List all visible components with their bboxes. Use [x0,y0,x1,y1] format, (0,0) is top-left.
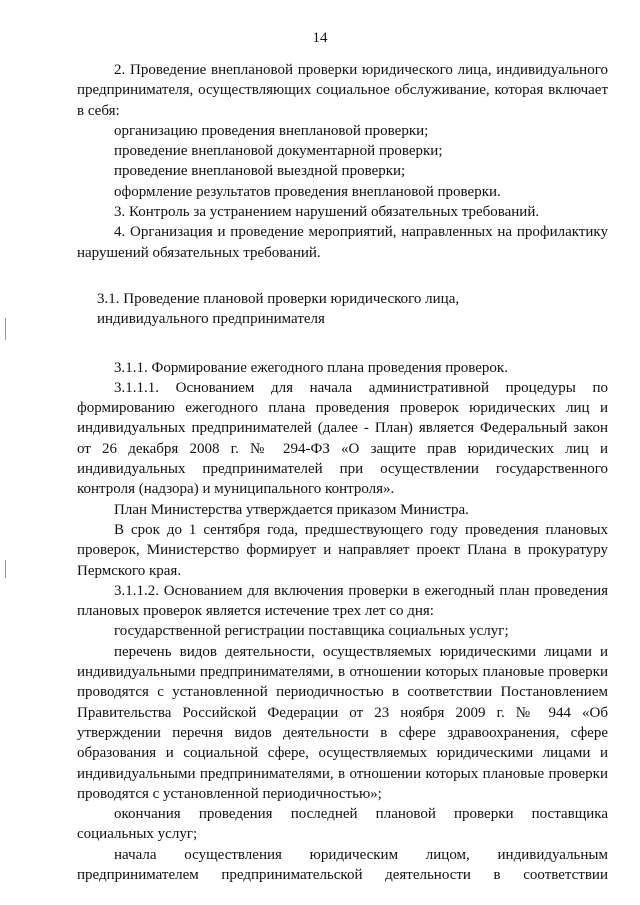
section-heading [77,289,608,330]
paragraph: 4. Организация и проведение мероприятий, направленных на профилактику нарушений обязательных требований. [77,224,608,261]
paragraph: окончания проведения последней плановой проверки поставщика социальных услуг; [77,806,608,843]
paragraph: 3. Контроль за устранением нарушений обязательных требований. [114,204,540,221]
document-body [77,60,608,885]
paragraph: План Министерства утверждается приказом Министра. [114,501,469,518]
paragraph: начала осуществления юридическим лицом, индивидуальным предпринимателем предпринимательской деятельности в соответствии [77,846,608,883]
paragraph: государственной регистрации поставщика социальных услуг; [114,623,509,640]
section-heading-line: индивидуального предпринимателя [97,311,325,328]
paragraph: 3.1.1.2. Основанием для включения проверки в ежегодный план проведения плановых проверок является истечение трех лет со дня: [77,582,608,620]
paragraph: 2. Проведение внеплановой проверки юридического лица, индивидуального предпринимателя, осуществляющих социальное обслуживание, которая включает в себя: [77,62,608,119]
paragraph: оформление результатов проведения внеплановой проверки. [114,183,501,200]
paragraph: организацию проведения внеплановой проверки; [114,122,429,139]
paragraph: 3.1.1. Формирование ежегодного плана проведения проверок. [114,359,508,376]
paragraph: проведение внеплановой выездной проверки; [114,163,406,180]
paragraph: перечень видов деятельности, осуществляемых юридическими лицами и индивидуальными предпринимателями, в отношении которых плановые проверки проводятся с установленной периодичностью в соответствии Постановлением Правительства Российской Федерации от 23 ноября 2009 г. № 944 «Об утверждении перечня видов деятельности в сфере здравоохранения, сфере образования и социальной сфере, осуществляемых юридическими лицами и индивидуальными предпринимателями, в отношении которых плановые проверки проводятся с установленной периодичностью»; [77,643,608,802]
section-heading-line: 3.1. Проведение плановой проверки юридического лица, [97,290,460,307]
scan-margin-mark [5,318,6,340]
paragraph: В срок до 1 сентября года, предшествующего году проведения плановых проверок, Министерство формирует и направляет проект Плана в прокуратуру Пермского края. [77,521,608,579]
paragraph: проведение внеплановой документарной проверки; [114,143,443,160]
paragraph: 3.1.1.1. Основанием для начала административной процедуры по формированию ежегодного плана проведения проверок юридических лиц и индивидуальных предпринимателей (далее - План) является Федеральный закон от 26 декабря 2008 г. № 294-ФЗ «О защите прав юридических лиц и индивидуальных предпринимателей при осуществлении государственного контроля (надзора) и муниципального контроля». [77,379,608,498]
page-number: 14 [312,30,328,46]
scan-margin-mark [5,560,6,578]
